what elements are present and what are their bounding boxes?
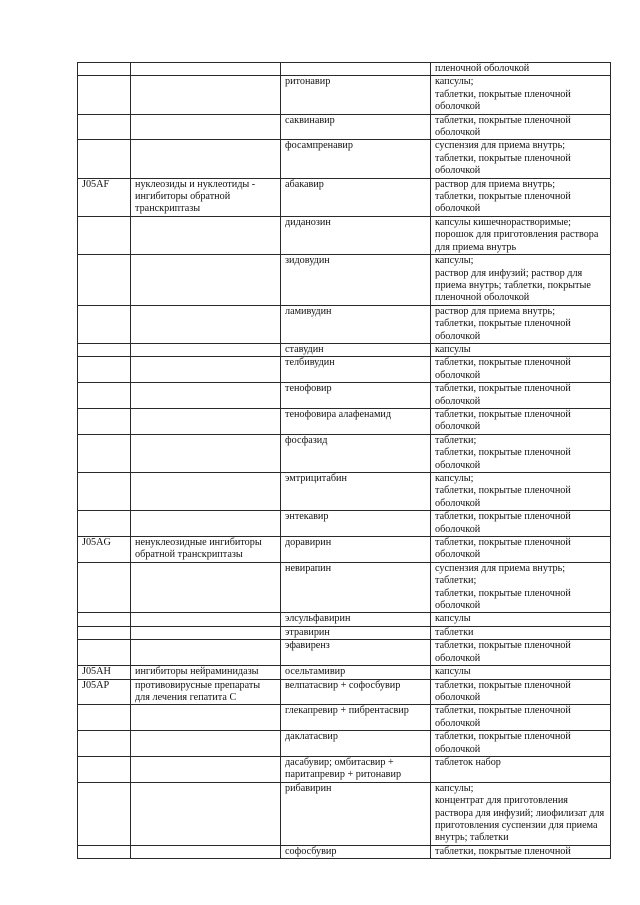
drug-name-cell: фосфазид: [281, 434, 431, 472]
pharm-group-cell: [131, 845, 281, 858]
drug-name-cell: невирапин: [281, 562, 431, 613]
dosage-form-cell: таблетки, покрытые пленочной оболочкой: [431, 357, 611, 383]
table-row: [78, 63, 611, 76]
dosage-form-cell: суспензия для приема внутрь; таблетки, покрытые пленочной оболочкой: [431, 140, 611, 178]
table-row: [78, 666, 611, 679]
drug-name-cell: ламивудин: [281, 305, 431, 343]
atc-code-cell: J05AP: [78, 679, 131, 705]
dosage-form-cell: капсулы: [431, 343, 611, 356]
drug-name-cell: рибавирин: [281, 782, 431, 845]
atc-code-cell: [78, 140, 131, 178]
drug-name-cell: софосбувир: [281, 845, 431, 858]
table-row: [78, 845, 611, 858]
dosage-form-cell: таблетки, покрытые пленочной оболочкой: [431, 383, 611, 409]
atc-code-cell: [78, 473, 131, 511]
dosage-form-cell: таблетки, покрытые пленочной оболочкой: [431, 705, 611, 731]
pharm-group-cell: [131, 76, 281, 114]
atc-code-cell: J05AH: [78, 666, 131, 679]
table-row: [78, 562, 611, 613]
table-row: [78, 473, 611, 511]
atc-code-cell: [78, 408, 131, 434]
drug-name-cell: диданозин: [281, 216, 431, 254]
dosage-form-cell: капсулы; таблетки, покрытые пленочной оболочкой: [431, 473, 611, 511]
pharm-group-cell: [131, 434, 281, 472]
drug-name-cell: тенофовир: [281, 383, 431, 409]
drug-name-cell: [281, 63, 431, 76]
pharm-group-cell: [131, 756, 281, 782]
pharm-group-cell: [131, 511, 281, 537]
atc-code-cell: [78, 357, 131, 383]
atc-code-cell: [78, 731, 131, 757]
pharm-group-cell: [131, 255, 281, 306]
atc-code-cell: J05AF: [78, 178, 131, 216]
pharm-group-cell: [131, 357, 281, 383]
pharm-group-cell: ненуклеозидные ингибиторы обратной транскриптазы: [131, 537, 281, 563]
atc-code-cell: [78, 705, 131, 731]
drug-name-cell: ритонавир: [281, 76, 431, 114]
drug-name-cell: глекапревир + пибрентасвир: [281, 705, 431, 731]
dosage-form-cell: капсулы кишечнорастворимые; порошок для приготовления раствора для приема внутрь: [431, 216, 611, 254]
atc-code-cell: [78, 782, 131, 845]
table-row: [78, 216, 611, 254]
table-body: [78, 63, 611, 859]
table-row: [78, 357, 611, 383]
atc-code-cell: [78, 562, 131, 613]
drug-name-cell: телбивудин: [281, 357, 431, 383]
drug-name-cell: даклатасвир: [281, 731, 431, 757]
table-row: [78, 640, 611, 666]
dosage-form-cell: суспензия для приема внутрь; таблетки; таблетки, покрытые пленочной оболочкой: [431, 562, 611, 613]
drug-name-cell: зидовудин: [281, 255, 431, 306]
dosage-form-cell: капсулы; раствор для инфузий; раствор для приема внутрь; таблетки, покрытые пленочной оболочкой: [431, 255, 611, 306]
dosage-form-cell: капсулы: [431, 666, 611, 679]
atc-code-cell: [78, 114, 131, 140]
atc-code-cell: [78, 756, 131, 782]
atc-code-cell: [78, 511, 131, 537]
drug-name-cell: саквинавир: [281, 114, 431, 140]
table-row: [78, 140, 611, 178]
table-row: [78, 782, 611, 845]
dosage-form-cell: таблетки, покрытые пленочной оболочкой: [431, 408, 611, 434]
pharm-group-cell: [131, 114, 281, 140]
table-row: [78, 731, 611, 757]
dosage-form-cell: капсулы; концентрат для приготовления раствора для инфузий; лиофилизат для приготовления суспензии для приема внутрь; таблетки: [431, 782, 611, 845]
drug-name-cell: осельтамивир: [281, 666, 431, 679]
pharm-group-cell: [131, 613, 281, 626]
pharm-group-cell: [131, 408, 281, 434]
dosage-form-cell: таблетки, покрытые пленочной оболочкой: [431, 679, 611, 705]
drug-name-cell: эфавиренз: [281, 640, 431, 666]
pharm-group-cell: [131, 626, 281, 639]
atc-code-cell: [78, 640, 131, 666]
atc-code-cell: [78, 613, 131, 626]
dosage-form-cell: пленочной оболочкой: [431, 63, 611, 76]
dosage-form-cell: таблетки; таблетки, покрытые пленочной оболочкой: [431, 434, 611, 472]
pharm-group-cell: противовирусные препараты для лечения гепатита C: [131, 679, 281, 705]
table-row: [78, 343, 611, 356]
drug-name-cell: абакавир: [281, 178, 431, 216]
table-row: [78, 76, 611, 114]
atc-code-cell: [78, 255, 131, 306]
drug-name-cell: тенофовира алафенамид: [281, 408, 431, 434]
dosage-form-cell: раствор для приема внутрь; таблетки, покрытые пленочной оболочкой: [431, 305, 611, 343]
pharm-group-cell: [131, 731, 281, 757]
pharm-group-cell: [131, 562, 281, 613]
dosage-form-cell: таблетки: [431, 626, 611, 639]
drug-name-cell: дасабувир; омбитасвир + паритапревир + ритонавир: [281, 756, 431, 782]
dosage-form-cell: таблетки, покрытые пленочной оболочкой: [431, 640, 611, 666]
drug-name-cell: велпатасвир + софосбувир: [281, 679, 431, 705]
pharm-group-cell: [131, 63, 281, 76]
pharm-group-cell: [131, 305, 281, 343]
atc-code-cell: J05AG: [78, 537, 131, 563]
table-row: [78, 705, 611, 731]
pharm-group-cell: [131, 473, 281, 511]
table-row: [78, 626, 611, 639]
pharm-group-cell: [131, 140, 281, 178]
drug-list-table: [77, 62, 611, 859]
atc-code-cell: [78, 76, 131, 114]
dosage-form-cell: таблетки, покрытые пленочной оболочкой: [431, 537, 611, 563]
atc-code-cell: [78, 383, 131, 409]
table-row: [78, 408, 611, 434]
drug-name-cell: ставудин: [281, 343, 431, 356]
atc-code-cell: [78, 343, 131, 356]
dosage-form-cell: таблетки, покрытые пленочной оболочкой: [431, 731, 611, 757]
dosage-form-cell: раствор для приема внутрь; таблетки, покрытые пленочной оболочкой: [431, 178, 611, 216]
atc-code-cell: [78, 626, 131, 639]
atc-code-cell: [78, 845, 131, 858]
atc-code-cell: [78, 63, 131, 76]
table-row: [78, 756, 611, 782]
atc-code-cell: [78, 305, 131, 343]
atc-code-cell: [78, 434, 131, 472]
pharm-group-cell: [131, 343, 281, 356]
table-row: [78, 383, 611, 409]
table-row: [78, 114, 611, 140]
dosage-form-cell: таблетки, покрытые пленочной оболочкой: [431, 511, 611, 537]
drug-name-cell: эмтрицитабин: [281, 473, 431, 511]
table-row: [78, 434, 611, 472]
pharm-group-cell: нуклеозиды и нуклеотиды - ингибиторы обратной транскриптазы: [131, 178, 281, 216]
table-row: [78, 679, 611, 705]
dosage-form-cell: таблетки, покрытые пленочной: [431, 845, 611, 858]
drug-name-cell: энтекавир: [281, 511, 431, 537]
dosage-form-cell: капсулы; таблетки, покрытые пленочной оболочкой: [431, 76, 611, 114]
pharm-group-cell: ингибиторы нейраминидазы: [131, 666, 281, 679]
pharm-group-cell: [131, 705, 281, 731]
drug-name-cell: элсульфавирин: [281, 613, 431, 626]
table-row: [78, 305, 611, 343]
dosage-form-cell: таблетки, покрытые пленочной оболочкой: [431, 114, 611, 140]
dosage-form-cell: капсулы: [431, 613, 611, 626]
pharm-group-cell: [131, 782, 281, 845]
drug-name-cell: этравирин: [281, 626, 431, 639]
table-row: [78, 511, 611, 537]
pharm-group-cell: [131, 640, 281, 666]
table-row: [78, 255, 611, 306]
drug-name-cell: фосампренавир: [281, 140, 431, 178]
table-row: [78, 178, 611, 216]
pharm-group-cell: [131, 216, 281, 254]
table-row: [78, 613, 611, 626]
dosage-form-cell: таблеток набор: [431, 756, 611, 782]
drug-name-cell: доравирин: [281, 537, 431, 563]
pharm-group-cell: [131, 383, 281, 409]
table-row: [78, 537, 611, 563]
atc-code-cell: [78, 216, 131, 254]
